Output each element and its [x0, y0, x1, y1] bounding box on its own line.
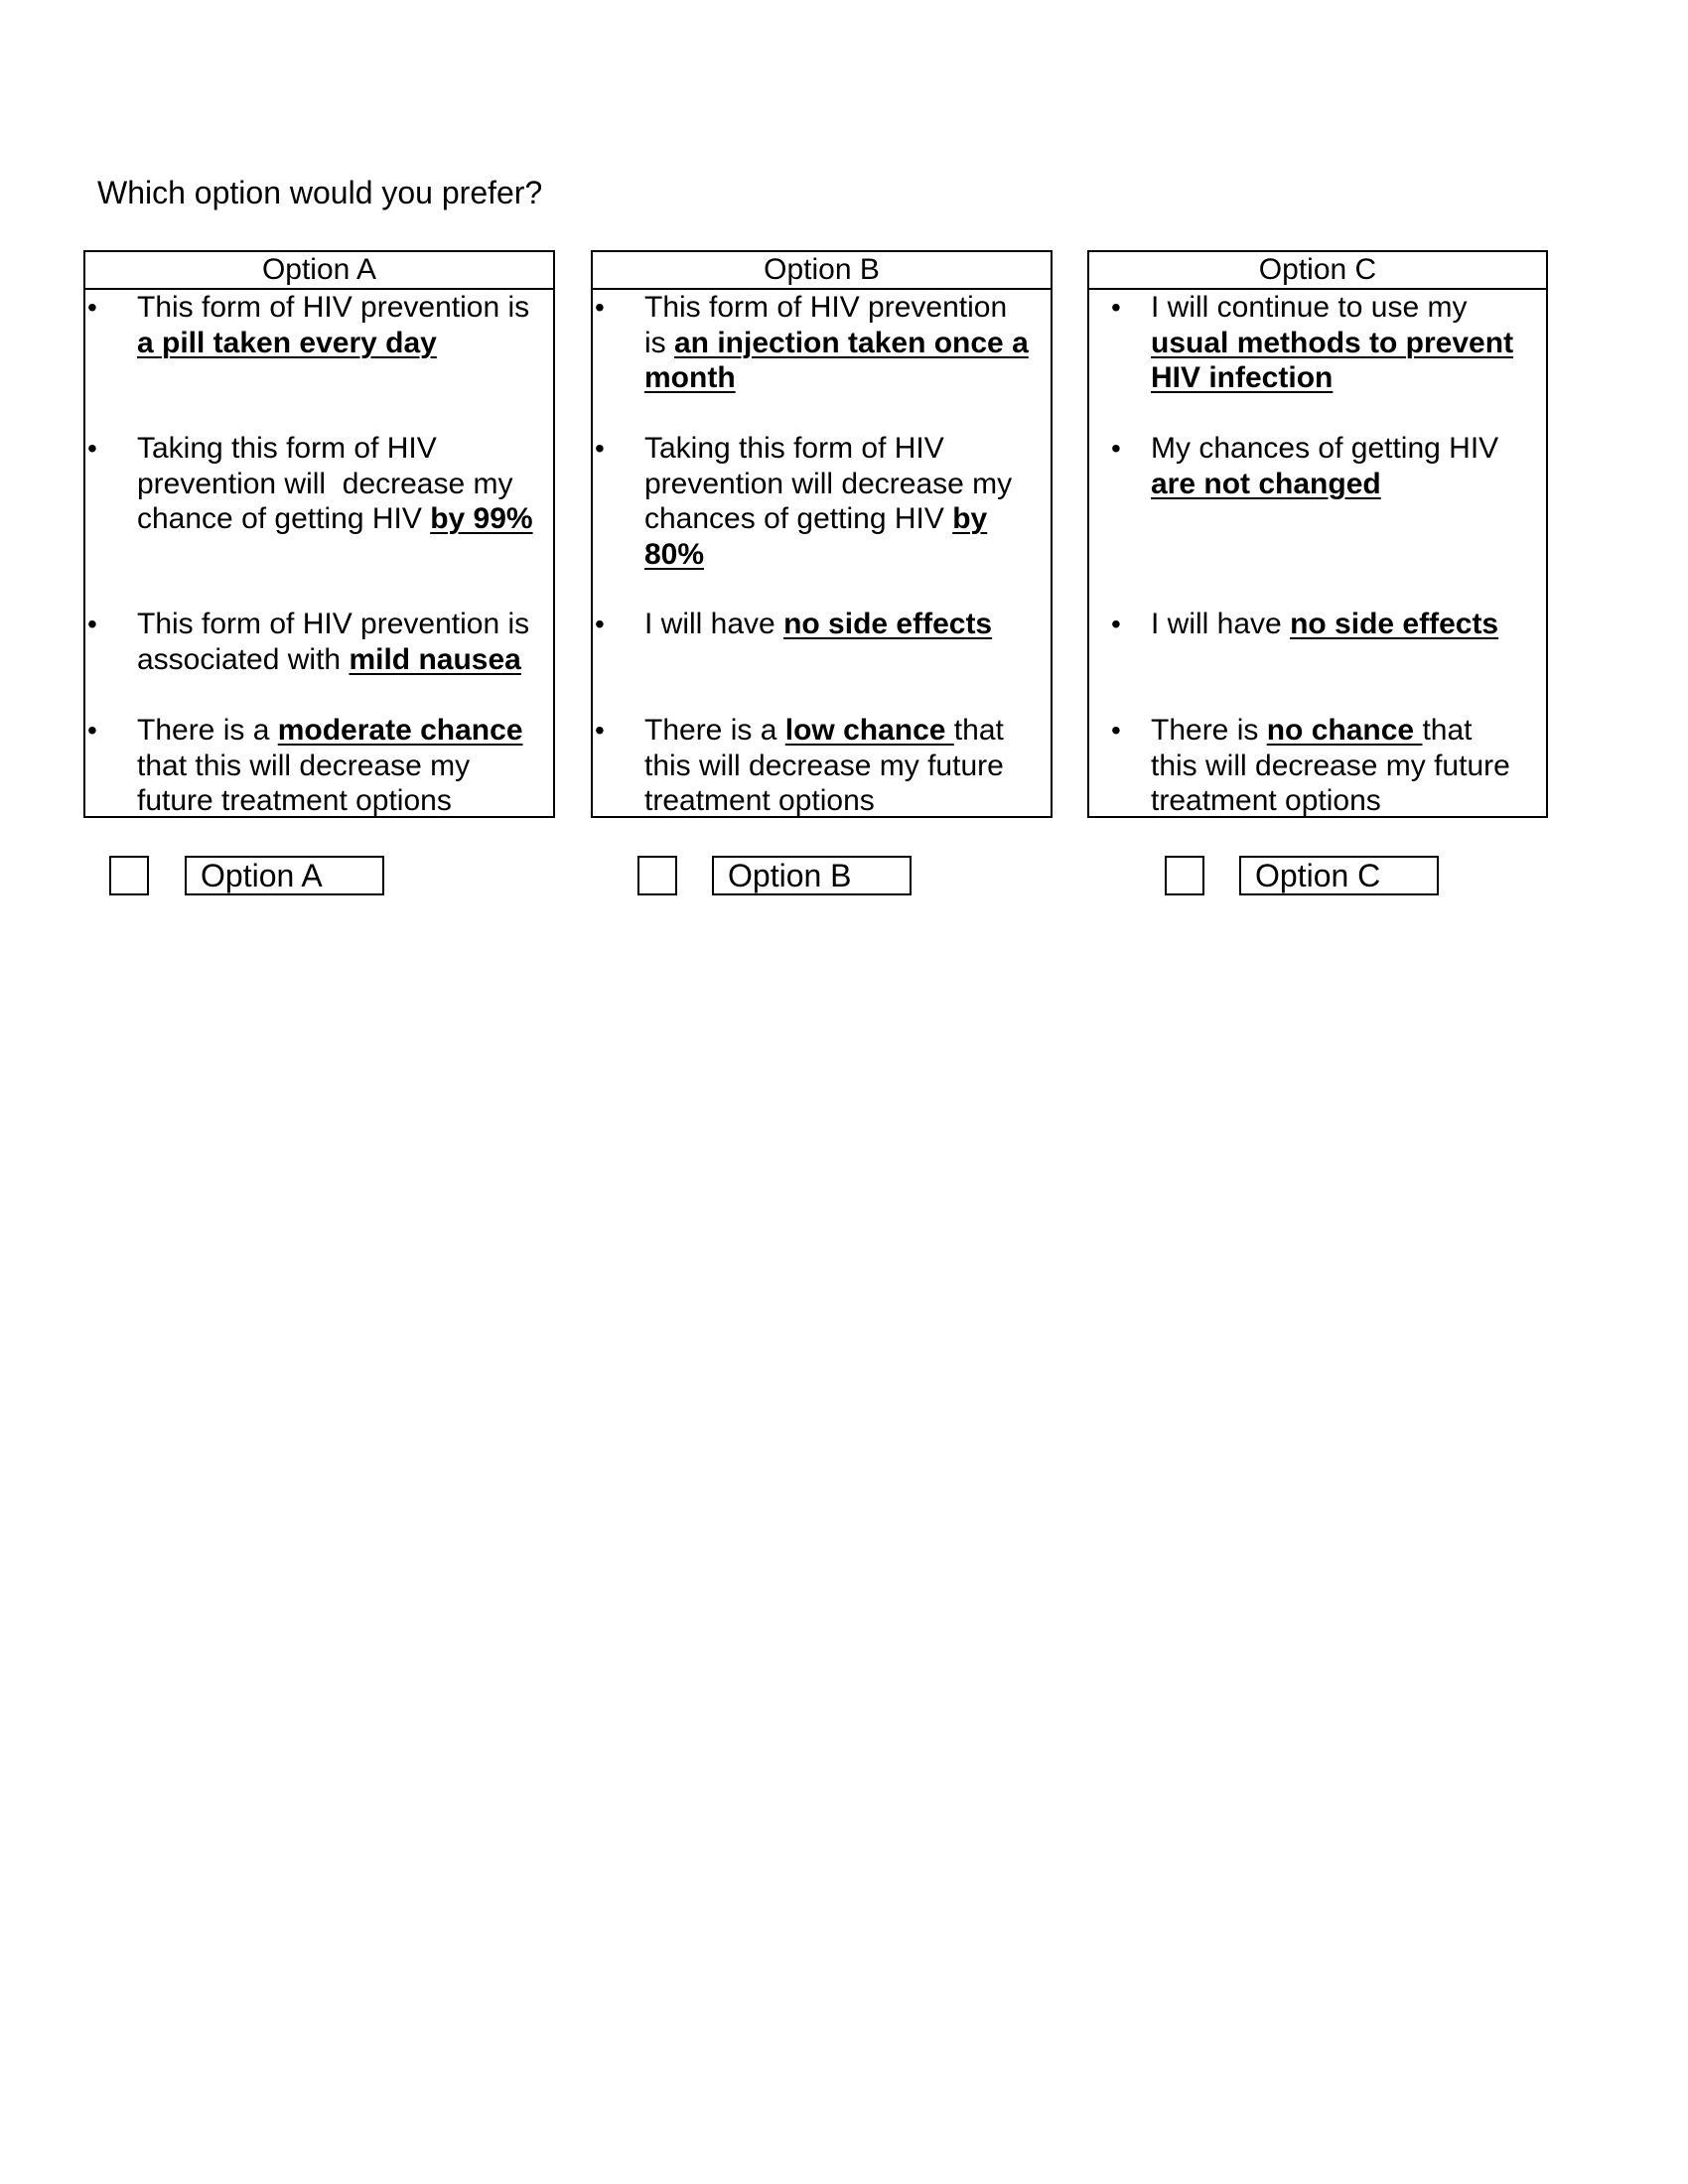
- bullet-icon: •: [595, 715, 605, 746]
- option-b-checkbox[interactable]: [637, 856, 677, 895]
- attribute-text: There is a moderate chance that this will decrease my future treatment options: [137, 714, 523, 817]
- option-a-header: Option A: [85, 252, 553, 290]
- bullet-icon: •: [595, 433, 605, 464]
- attribute-text: This form of HIV prevention is an injection taken once a month: [644, 291, 1029, 394]
- attribute-text: I will have no side effects: [1151, 608, 1499, 640]
- attribute-text: I will have no side effects: [644, 608, 993, 640]
- bullet-icon: •: [1111, 292, 1121, 323]
- attribute-text: There is no chance that this will decrease my future treatment options: [1151, 714, 1510, 817]
- option-c-header: Option C: [1089, 252, 1546, 290]
- option-c-card: [1087, 250, 1548, 818]
- attribute-text: Taking this form of HIV prevention will decrease my chance of getting HIV by 99%: [137, 432, 533, 535]
- bullet-icon: •: [1111, 715, 1121, 746]
- option-b-card: [591, 250, 1053, 818]
- option-c-select-label: Option C: [1239, 856, 1439, 895]
- attribute-text: This form of HIV prevention is associated with mild nausea: [137, 608, 530, 676]
- bullet-icon: •: [595, 292, 605, 323]
- option-a-select-label: Option A: [185, 856, 384, 895]
- bullet-icon: •: [595, 609, 605, 639]
- option-a-card: [83, 250, 555, 818]
- attribute-text: Taking this form of HIV prevention will decrease my chances of getting HIV by 80%: [644, 432, 1013, 571]
- attribute-text: This form of HIV prevention is a pill taken every day: [137, 291, 530, 359]
- bullet-icon: •: [1111, 609, 1121, 639]
- option-c-checkbox[interactable]: [1165, 856, 1204, 895]
- attribute-text: I will continue to use my usual methods to prevent HIV infection: [1151, 291, 1514, 394]
- bullet-icon: •: [87, 292, 97, 323]
- attribute-text: My chances of getting HIV are not changed: [1151, 432, 1499, 500]
- option-a-checkbox[interactable]: [109, 856, 149, 895]
- bullet-icon: •: [87, 433, 97, 464]
- bullet-icon: •: [87, 609, 97, 639]
- attribute-text: There is a low chance that this will decrease my future treatment options: [644, 714, 1004, 817]
- option-b-header: Option B: [593, 252, 1051, 290]
- option-b-select-label: Option B: [712, 856, 912, 895]
- bullet-icon: •: [1111, 433, 1121, 464]
- question-prompt: Which option would you prefer?: [97, 175, 543, 210]
- bullet-icon: •: [87, 715, 97, 746]
